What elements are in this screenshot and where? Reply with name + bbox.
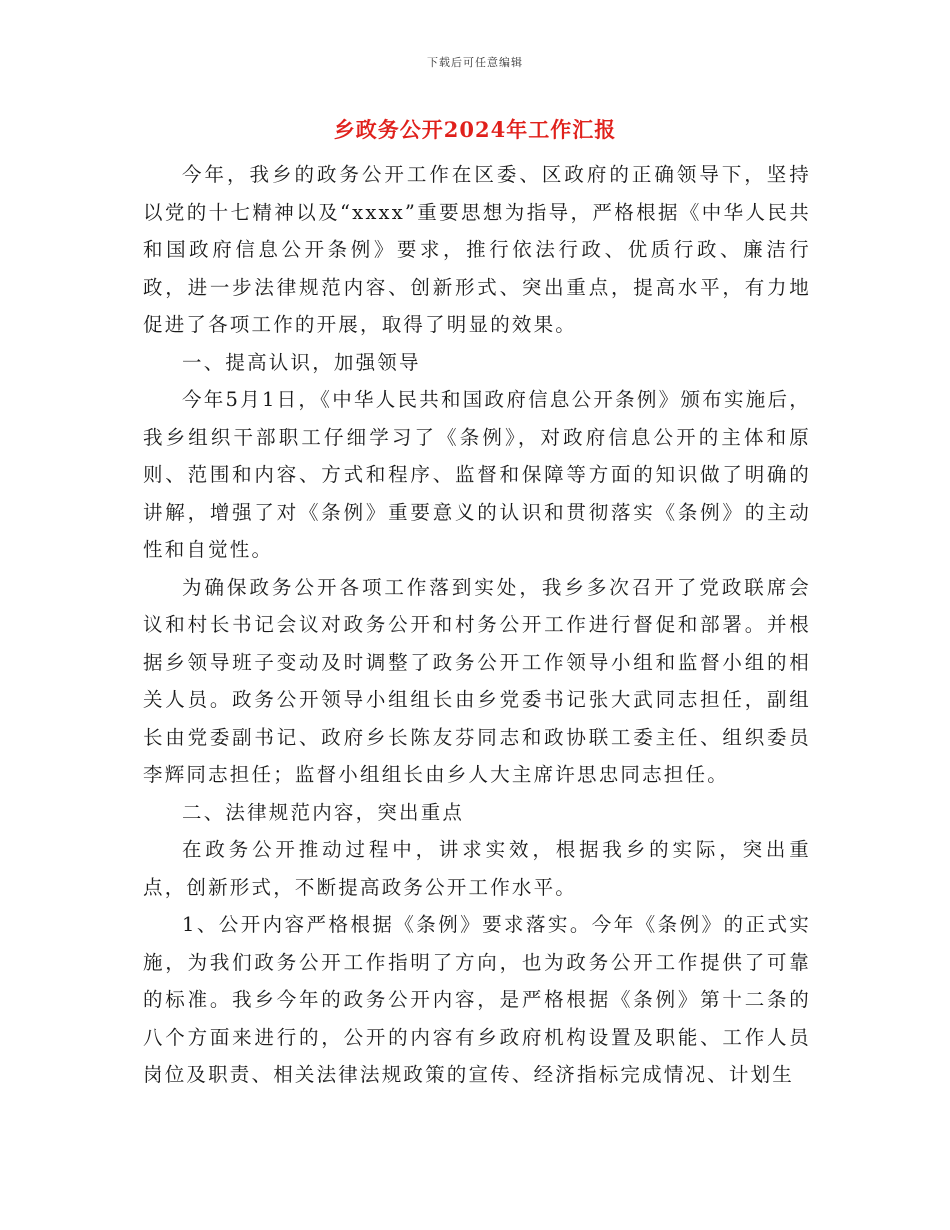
section-heading-2: 二、法律规范内容，突出重点 — [182, 800, 465, 824]
page-header: 下载后可任意编辑 — [427, 56, 523, 69]
body-paragraph: 1、公开内容严格根据《条例》要求落实。今年《条例》的正式实施，为我们政务公开工作指明了方向，也为政务公开工作提供了可靠的标准。我乡今年的政务公开内容，是严格根据《条例》第十二条的八个方面来进行的，公开的内容有乡政府机构设置及职能、工作人员岗位及职责、相关法律法规政策的宣传、经济指标完成情况、计划生 — [143, 913, 811, 1086]
body-paragraph: 在政务公开推动过程中，讲求实效，根据我乡的实际，突出重点，创新形式，不断提高政务公开工作水平。 — [143, 838, 811, 899]
body-paragraph: 为确保政务公开各项工作落到实处，我乡多次召开了党政联席会议和村长书记会议对政务公开和村务公开工作进行督促和部署。并根据乡领导班子变动及时调整了政务公开工作领导小组和监督小组的相关人员。政务公开领导小组组长由乡党委书记张大武同志担任，副组长由党委副书记、政府乡长陈友芬同志和政协联工委主任、组织委员李辉同志担任；监督小组组长由乡人大主席许思忠同志担任。 — [143, 575, 811, 786]
intro-paragraph: 今年，我乡的政务公开工作在区委、区政府的正确领导下，坚持以党的十七精神以及“xxxx”重要思想为指导，严格根据《中华人民共和国政府信息公开条例》要求，推行依法行政、优质行政、廉洁行政，进一步法律规范内容、创新形式、突出重点，提高水平，有力地促进了各项工作的开展，取得了明显的效果。 — [143, 163, 811, 336]
body-paragraph: 今年5月1日，《中华人民共和国政府信息公开条例》颁布实施后，我乡组织干部职工仔细学习了《条例》，对政府信息公开的主体和原则、范围和内容、方式和程序、监督和保障等方面的知识做了明确的讲解，增强了对《条例》重要意义的认识和贯彻落实《条例》的主动性和自觉性。 — [143, 388, 811, 561]
document-body — [143, 156, 811, 1094]
section-heading-1: 一、提高认识，加强领导 — [182, 350, 421, 374]
document-title: 乡政务公开2024年工作汇报 — [333, 117, 617, 142]
